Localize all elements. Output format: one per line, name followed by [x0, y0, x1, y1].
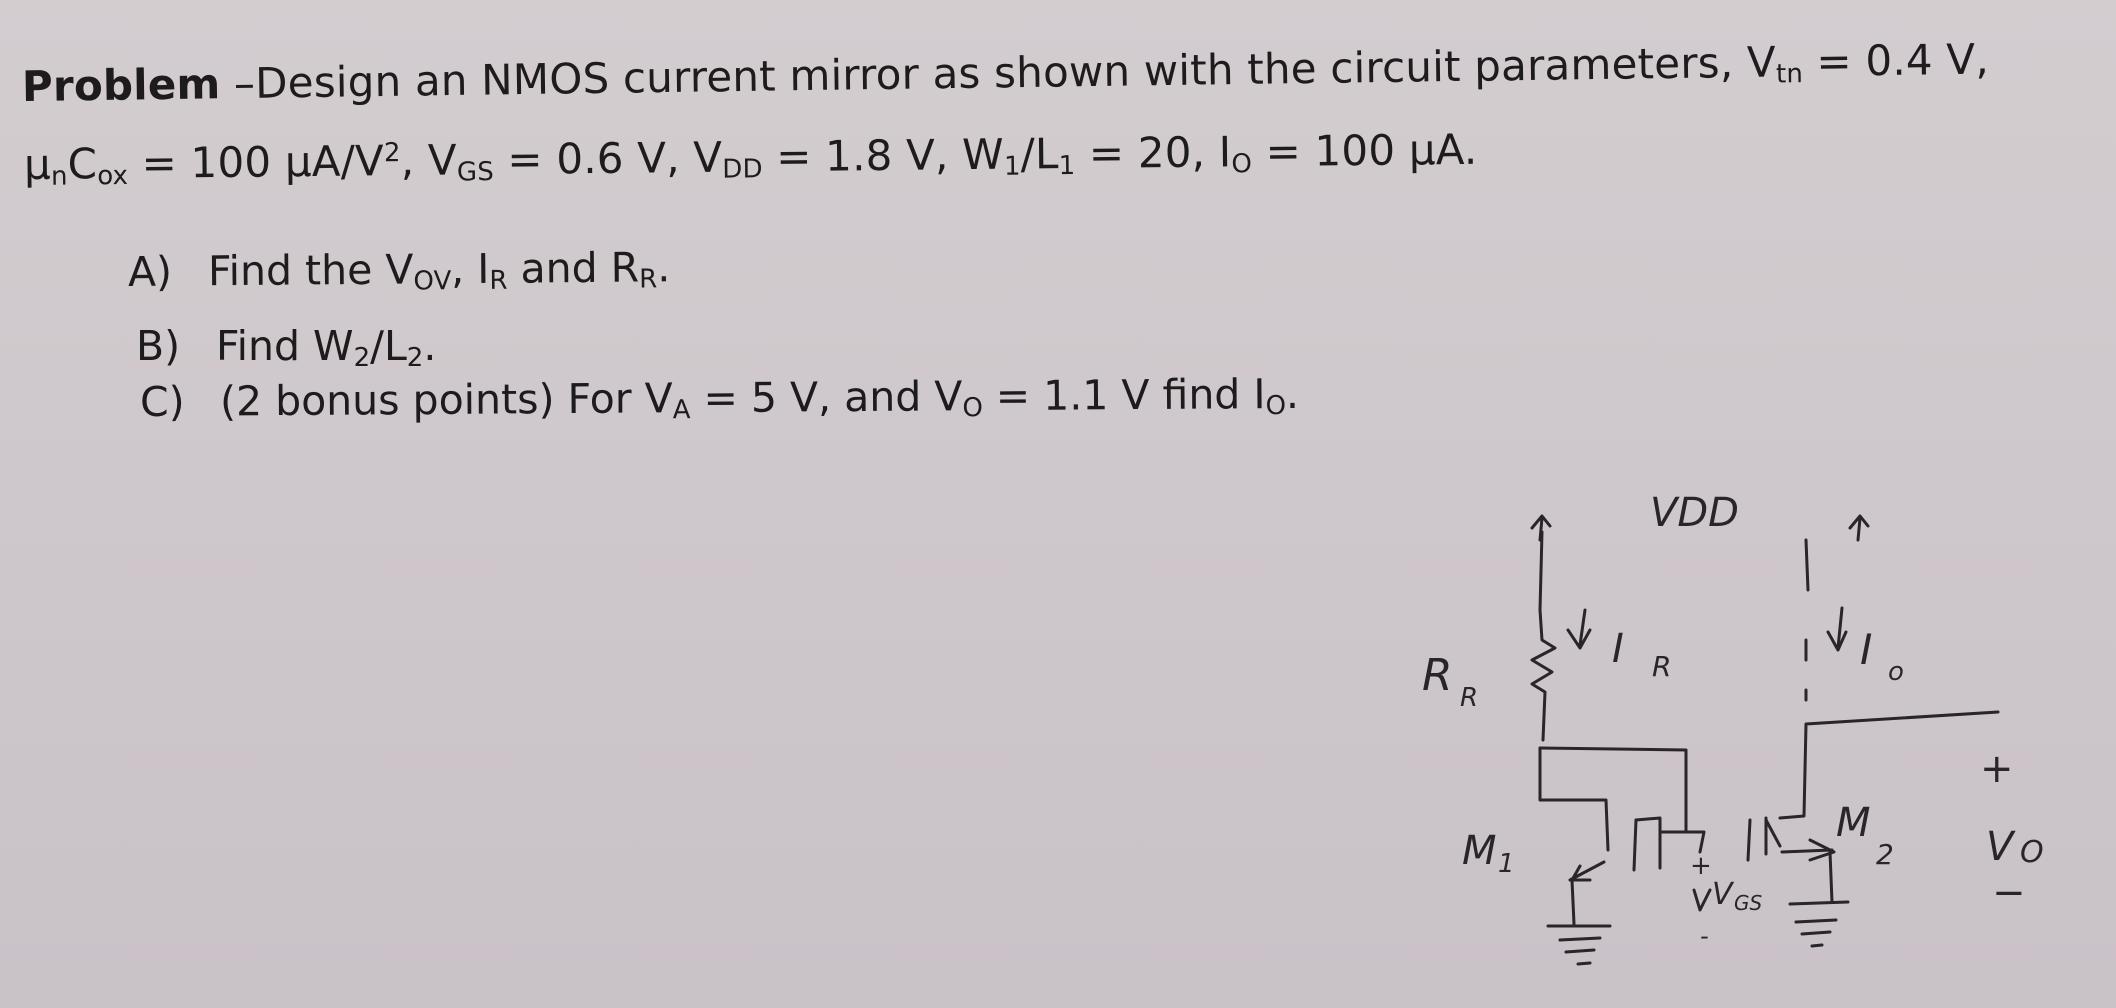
ground-m1 — [1560, 938, 1600, 964]
vgs-arrow — [1694, 890, 1710, 910]
vdd-arrow-left — [1850, 516, 1868, 540]
subscript: ox — [97, 160, 129, 192]
text: Find W — [216, 322, 354, 370]
subscript: R — [639, 264, 658, 295]
subscript: OV — [413, 266, 452, 297]
gate-bar — [1660, 832, 1704, 852]
m1-drain — [1540, 748, 1608, 850]
subscript: O — [962, 393, 983, 424]
text: C — [67, 139, 98, 189]
text: = 5 V, and V — [690, 372, 963, 423]
vgs-minus: - — [1700, 922, 1709, 950]
text: /L — [1020, 129, 1059, 179]
subscript: GS — [456, 157, 495, 188]
subscript: 2 — [353, 343, 371, 373]
resistor-rr — [1532, 532, 1555, 740]
m1-source — [1548, 880, 1610, 926]
text: , V — [400, 135, 458, 186]
m1-label: M — [1462, 828, 1497, 874]
text: /L — [370, 322, 407, 370]
text: = 0.6 V, V — [493, 132, 723, 185]
text: and R — [507, 243, 640, 293]
m2-supply — [1806, 540, 1808, 700]
subscript: O — [1231, 149, 1253, 180]
subscript: 1 — [1058, 150, 1076, 182]
vgs-plus: + — [1690, 851, 1712, 881]
text: = 1.1 V find I — [982, 370, 1266, 421]
ground-m2 — [1796, 920, 1836, 946]
vo-label: V — [1986, 824, 2014, 870]
text: . — [1285, 369, 1300, 418]
text: . — [423, 322, 437, 370]
vtn-subscript: tn — [1775, 59, 1804, 90]
m2-label: M — [1836, 800, 1871, 846]
gate-connection — [1540, 748, 1686, 832]
text: Find the V — [207, 245, 414, 296]
problem-text: = 0.4 V, — [1802, 34, 1990, 87]
rr-label: R — [1422, 650, 1453, 701]
m2-source-arrow — [1782, 840, 1834, 860]
text: μ — [23, 139, 52, 189]
text: = 20, I — [1075, 127, 1232, 178]
subscript: A — [672, 395, 691, 426]
vo-minus: − — [1992, 870, 2026, 916]
vgs-subscript: GS — [1734, 891, 1763, 915]
ir-subscript: R — [1652, 650, 1672, 683]
part-a-tag: A) — [127, 247, 173, 296]
vo-subscript: O — [2020, 835, 2044, 870]
subscript: 1 — [1003, 151, 1021, 182]
text: = 1.8 V, W — [762, 129, 1005, 182]
ir-arrow — [1568, 610, 1590, 648]
subscript: 2 — [406, 343, 424, 373]
ir-label: I — [1612, 626, 1624, 672]
rr-subscript: R — [1460, 683, 1479, 713]
text: = 100 μA/V — [127, 136, 385, 188]
vgs-label: V — [1712, 877, 1733, 912]
m2-gate — [1748, 818, 1780, 860]
subscript: n — [50, 161, 68, 192]
m1-subscript: 1 — [1498, 849, 1515, 879]
m1-gate — [1634, 818, 1660, 870]
superscript: 2 — [383, 138, 401, 169]
vdd-label: VDD — [1650, 490, 1739, 536]
text: = 100 μA. — [1251, 124, 1478, 177]
m2-subscript: 2 — [1876, 838, 1894, 871]
text: , I — [450, 244, 490, 294]
io-subscript: o — [1888, 657, 1904, 687]
problem-label: Problem — [21, 59, 221, 111]
text: . — [656, 243, 671, 292]
text: (2 bonus points) For V — [219, 374, 673, 426]
subscript: DD — [722, 154, 763, 185]
part-b-tag: B) — [136, 322, 181, 370]
problem-text: –Design an NMOS current mirror as shown with the circuit parameters, V — [220, 37, 1777, 109]
part-c-tag: C) — [139, 377, 185, 426]
m2-drain — [1780, 712, 1998, 818]
io-arrow — [1828, 608, 1846, 650]
subscript: O — [1265, 390, 1287, 422]
io-label: I — [1860, 625, 1873, 674]
m2-source — [1790, 852, 1848, 904]
subscript: R — [489, 265, 508, 296]
vo-plus: + — [1980, 746, 2014, 792]
m1-source-arrow — [1570, 862, 1604, 880]
